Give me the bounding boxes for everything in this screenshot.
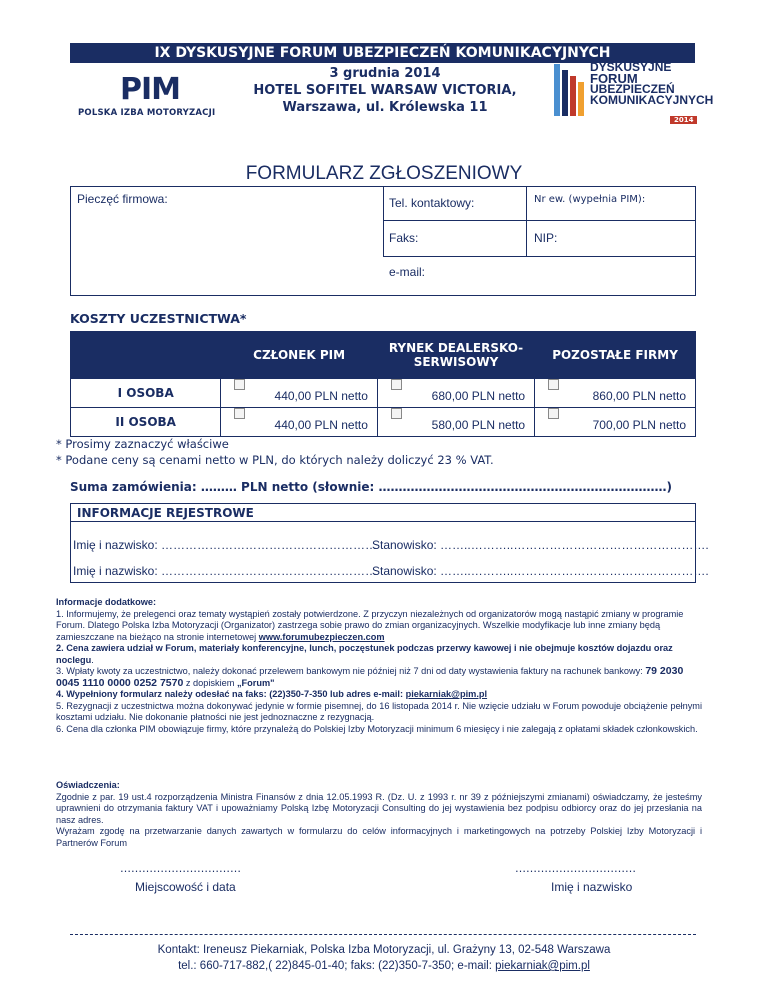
participant-position-field[interactable]: Stanowisko: ……..………..…………………………………………. [372,564,709,578]
price: 580,00 PLN netto [431,418,526,432]
column-pim-member: CZŁONEK PIM [221,332,378,379]
form-title: FORMULARZ ZGŁOSZENIOWY [245,163,523,184]
phone-field[interactable]: Tel. kontaktowy: [389,196,475,210]
contact-email-link[interactable]: piekarniak@pim.pl [405,689,488,699]
checkbox[interactable] [234,379,245,390]
participant-name-field[interactable]: Imię i nazwisko: ……………………………………………… [73,538,378,552]
signature-name-line[interactable]: …………………………… [515,862,636,875]
order-sum-line[interactable]: Suma zamówienia: ……… PLN netto (słownie: ………………………………………………………………) [70,480,672,494]
participant-name-field[interactable]: Imię i nazwisko: ……………………………………………… [73,564,378,578]
column-dealer-service: RYNEK DEALERSKO-SERWISOWY [377,332,534,379]
table-row [71,408,696,437]
footer-contact: Kontakt: Ireneusz Piekarniak, Polska Izba Motoryzacji, ul. Grażyny 13, 02-548 Warszawa [157,944,611,956]
event-venue: HOTEL SOFITEL WARSAW VICTORIA, [253,83,517,98]
price: 860,00 PLN netto [592,389,686,403]
place-date-label: Miejscowość i data [135,880,236,894]
company-stamp-field[interactable]: Pieczęć firmowa: [77,192,168,206]
pim-logo [78,72,238,122]
note-mark-appropriate: * Prosimy zaznaczyć właściwe [56,437,229,451]
checkbox[interactable] [548,379,559,390]
row-label: II OSOBA [71,408,221,437]
registration-heading: INFORMACJE REJESTROWE [77,506,254,520]
event-banner: IX DYSKUSYJNE FORUM UBEZPIECZEŃ KOMUNIKACYJNYCH [70,43,695,63]
price: 680,00 PLN netto [431,389,526,403]
participant-position-field[interactable]: Stanowisko: ……..………..…………………………………………. [372,538,709,552]
note-vat: * Podane ceny są cenami netto w PLN, do których należy doliczyć 23 % VAT. [56,453,494,467]
email-field[interactable]: e-mail: [389,265,426,279]
pim-logo-mark: PIM [120,72,181,107]
row-label: I OSOBA [71,379,221,408]
costs-heading: KOSZTY UCZESTNICTWA* [70,311,247,326]
signature-place-date-line[interactable]: …………………………… [120,862,241,875]
name-label: Imię i nazwisko [551,880,633,894]
column-other-companies: POZOSTAŁE FIRMY [535,332,696,379]
checkbox[interactable] [391,379,402,390]
forum-logo [550,56,714,126]
footer-divider [70,934,696,935]
price: 440,00 PLN netto [274,389,368,403]
nip-field[interactable]: NIP: [534,231,558,245]
footer-email-link[interactable]: piekarniak@pim.pl [495,960,590,972]
additional-info: Informacje dodatkowe: 1. Informujemy, że prelegenci oraz tematy wystąpień zostały potwierdzone. Z przyczyn niezależnych od organizatorów mogą nastąpić zmiany w programie Forum. Dlatego Polska Izba Motoryzacji (Organizator) zastrzega sobie prawo do zmian organizacyjnych. Wszelkie modyfikacje lub inne zmiany będą zamieszczane na bieżąco na stronie internetowej www.forumubezpieczen.com 2. Cena zawiera udział w Forum, materiały konferencyjne, lunch, poczęstunek podczas przerwy kawowej i nie obejmuje kosztów dojazdu oraz noclegu. 3. Wpłaty kwoty za uczestnictwo, należy dokonać przelewem bankowym nie później niż 7 dni od daty wystawienia faktury na rachunek bankowy: 79 2030 0045 1110 0000 0252 7570 z dopiskiem „Forum" 4. Wypełniony formularz należy odesłać na faks: (22)350-7-350 lub adres e-mail: piekarniak@pim.pl 5. Rezygnacji z uczestnictwa można dokonywać jedynie w formie pisemnej, do 16 listopada 2014 r. Nie wzięcie udziału w Forum powoduje obciążenie pełnymi kosztami udziału. Nie dokonanie płatności nie jest jednoznaczne z rezygnacją. 6. Cena dla członka PIM obowiązuje firmy, które przynależą do Polskiej Izby Motoryzacji minimum 6 miesięcy i nie zalegają z opłatami składek członkowskich. [56,597,702,734]
price: 440,00 PLN netto [274,418,368,432]
checkbox[interactable] [548,408,559,419]
price: 700,00 PLN netto [592,418,686,432]
fax-field[interactable]: Faks: [389,231,419,245]
costs-table [70,331,696,437]
forum-logo-text: DYSKUSYJNE FORUM UBEZPIECZEŃ KOMUNIKACYJNYCH [590,60,714,107]
pim-logo-subtitle: POLSKA IZBA MOTORYZACJI [78,108,216,118]
forum-logo-mark-icon [550,64,588,116]
footer-phone: tel.: 660-717-882,( 22)845-01-40; faks: (22)350-7-350; e-mail: piekarniak@pim.pl [178,960,590,972]
event-address: Warszawa, ul. Królewska 11 [282,100,488,115]
table-row [71,379,696,408]
checkbox[interactable] [234,408,245,419]
checkbox[interactable] [391,408,402,419]
event-date: 3 grudnia 2014 [329,66,441,81]
declarations: Oświadczenia: Zgodnie z par. 19 ust.4 rozporządzenia Ministra Finansów z dnia 12.05.1993 R. (Dz. U. z 1993 r. nr 39 z późniejszymi zmianami) oświadczamy, że jesteśmy uprawnieni do otrzymania faktury VAT i upoważniamy Polską Izbę Motoryzacji Consulting do jej wystawienia bez podpisu odbiorcy oraz do jej przesłania na nasz adres. Wyrażam zgodę na przetwarzanie danych zawartych w formularzu do celów informacyjnych i marketingowych na potrzeby Polskiej Izby Motoryzacji i Partnerów Forum [56,780,702,848]
forum-logo-year: 2014 [670,116,697,124]
forum-website-link[interactable]: www.forumubezpieczen.com [258,631,385,642]
registration-number-field[interactable]: Nr ew. (wypełnia PIM): [534,194,646,205]
